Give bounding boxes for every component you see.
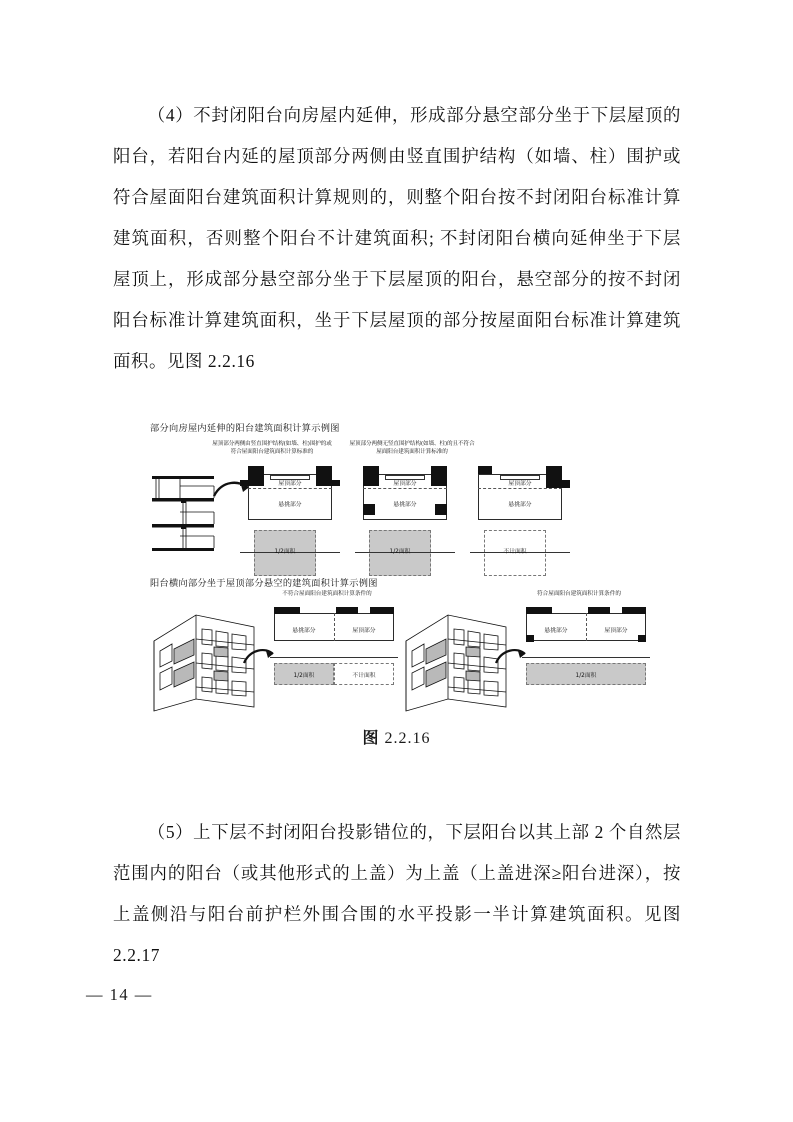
- diagram-1-row: [150, 462, 650, 582]
- figure-caption-number: 2.2.16: [379, 730, 431, 747]
- unit-1-plan: [248, 466, 332, 520]
- diagram-2-right-note: 符合屋面阳台建筑面积计算条件的: [537, 591, 621, 597]
- unit-2-plan: [363, 466, 447, 520]
- paragraph-item-5-text: （5）上下层不封闭阳台投影错位的，下层阳台以其上部 2 个自然层范围内的阳台（或其他形式的上盖）为上盖（上盖进深≥阳台进深），按上盖侧沿与阳台前护栏外围合围的水平投影一半计算建筑面积。见图 2.2.17: [113, 822, 681, 965]
- diagram-1-title: 部分向房屋内延伸的阳台建筑面积计算示例图: [150, 423, 340, 434]
- diagram-2-left-slab-a: [274, 607, 300, 614]
- unit-1-roof-label: 屋顶部分: [278, 481, 302, 487]
- unit-3-cantilever-label: 悬挑部分: [508, 502, 532, 508]
- diagram-2-left-area-baseline: [270, 657, 398, 658]
- unit-2-area: [355, 526, 455, 578]
- paragraph-item-5: [113, 812, 681, 976]
- unit-1-cantilever-label: 悬挑部分: [278, 502, 302, 508]
- paragraph-item-4: [113, 95, 681, 382]
- diagram-2-left-cantilever-label: 悬挑部分: [292, 628, 316, 634]
- diagram-2-right-column-left: [526, 635, 534, 642]
- unit-2-plan-divider: [363, 488, 447, 489]
- diagram-2-left-slab-c: [370, 607, 394, 614]
- diagram-1-notes: [150, 440, 650, 462]
- figure-2-2-16: [150, 420, 650, 725]
- diagram-2-right-area-counted: 1/2面积: [526, 663, 646, 685]
- unit-3-plan: [478, 466, 562, 520]
- diagram-2-right-roof-label: 屋顶部分: [604, 628, 628, 634]
- diagram-2-right: [402, 589, 652, 721]
- diagram-1-unit-2: [355, 466, 455, 578]
- diagram-1-note-right: 屋顶部分两侧无竖直围护结构(如墙、柱)的且不符合屋面阳台建筑面积计算标准的: [349, 441, 475, 455]
- unit-1-area-label: 1/2面积: [274, 549, 296, 555]
- unit-3-roof-label: 屋顶部分: [508, 481, 532, 487]
- figure-caption: [0, 725, 793, 748]
- diagram-2-right-slab-c: [622, 607, 646, 614]
- diagram-2-left-area: [270, 655, 398, 689]
- diagram-1-unit-3: [470, 466, 570, 578]
- unit-3-plan-divider: [478, 488, 562, 489]
- diagram-2-left-slab-b: [336, 607, 358, 614]
- diagram-2-right-cantilever-label: 悬挑部分: [544, 628, 568, 634]
- diagram-2-left-area-counted: 1/2面积: [274, 663, 334, 685]
- diagram-2-left-roof-label: 屋顶部分: [352, 628, 376, 634]
- paragraph-item-4-text: （4）不封闭阳台向房屋内延伸，形成部分悬空部分坐于下层屋顶的阳台，若阳台内延的屋顶部分两侧由竖直围护结构（如墙、柱）围护或符合屋面阳台建筑面积计算规则的，则整个阳台按不封闭阳台标准计算建筑面积，否则整个阳台不计建筑面积; 不封闭阳台横向延伸坐于下层屋顶上，形成部分悬空部分坐于下层屋顶的阳台，悬空部分的按不封闭阳台标准计算建筑面积，坐于下层屋顶的部分按屋面阳台标准计算建筑面积。见图 2.2.16: [113, 105, 681, 371]
- diagram-2-left: [150, 589, 400, 721]
- diagram-2-left-area-excluded: 不计面积: [334, 663, 394, 685]
- page-number: — 14 —: [86, 985, 153, 1004]
- figure-caption-prefix: 图: [362, 730, 380, 747]
- diagram-1-unit-1: [240, 466, 340, 578]
- diagram-2-right-slab-a: [526, 607, 552, 614]
- diagram-2: [150, 575, 650, 725]
- unit-2-area-label: 1/2面积: [389, 549, 411, 555]
- unit-2-roof-label: 屋顶部分: [393, 481, 417, 487]
- diagram-2-right-column-right: [638, 635, 646, 642]
- unit-2-cantilever-label: 悬挑部分: [393, 502, 417, 508]
- diagram-2-right-area-baseline: [522, 657, 650, 658]
- diagram-2-right-area: [522, 655, 650, 689]
- unit-3-area: [470, 526, 570, 578]
- unit-1-area: [240, 526, 340, 578]
- diagram-2-right-slab-b: [588, 607, 610, 614]
- diagram-1-note-left: 屋顶部分两侧由竖直围护结构(如墙、柱)围护的或符合屋面阳台建筑面积计算标准的: [212, 441, 332, 455]
- diagram-2-right-detail: [522, 603, 650, 703]
- diagram-1: [150, 420, 650, 565]
- unit-1-plan-divider: [248, 488, 332, 489]
- unit-3-wall-left: [478, 466, 492, 474]
- unit-3-area-label: 不计面积: [503, 549, 527, 555]
- diagram-2-title: 阳台横向部分坐于屋顶部分悬空的建筑面积计算示例图: [150, 578, 378, 589]
- diagram-2-left-detail: [270, 603, 398, 703]
- diagram-2-left-note: 不符合屋面阳台建筑面积计算条件的: [282, 591, 372, 597]
